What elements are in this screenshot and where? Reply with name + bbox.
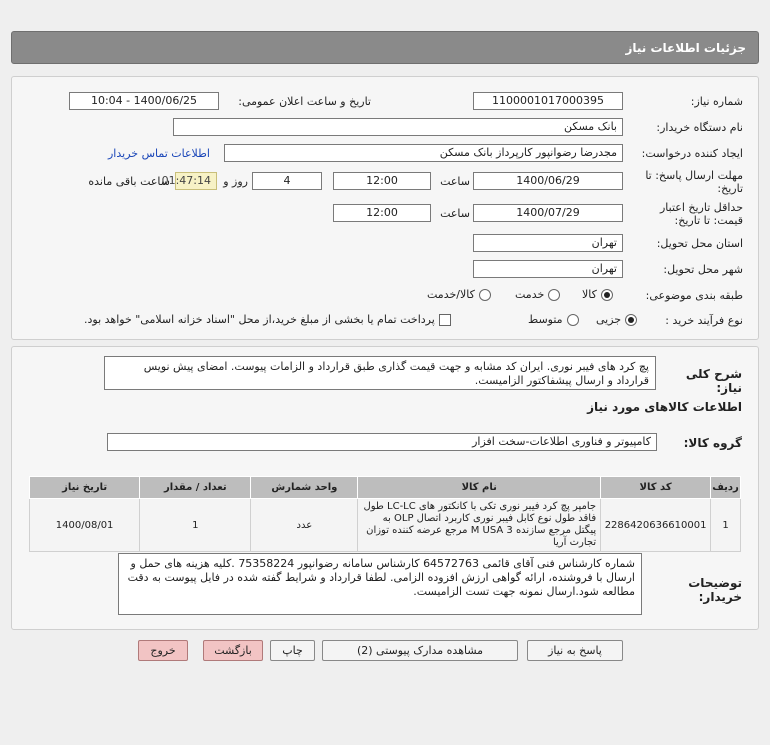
radio-icon[interactable] — [625, 314, 637, 326]
reply-button[interactable]: پاسخ به نیاز — [527, 640, 623, 661]
goods-info-title: اطلاعات کالاهای مورد نیاز — [587, 400, 742, 414]
remaining-label: ساعت باقی مانده — [88, 175, 170, 188]
buyer-notes-label: توضیحات خریدار: — [688, 576, 742, 604]
requester-field: مجدرضا رضوانپور کارپرداز بانک مسکن — [224, 144, 623, 162]
need-number-label: شماره نیاز: — [690, 95, 743, 108]
province-field: تهران — [473, 234, 623, 252]
goods-group-label: گروه کالا: — [683, 436, 742, 450]
items-table-wrap — [29, 476, 741, 552]
process-option-minor[interactable]: جزیی — [596, 313, 637, 326]
city-label: شهر محل تحویل: — [663, 263, 743, 276]
col-unit: واحد شمارش — [251, 477, 358, 499]
category-label: طبقه بندی موضوعی: — [645, 289, 743, 302]
table-row[interactable] — [30, 499, 741, 552]
page-title: جزئیات اطلاعات نیاز — [11, 31, 759, 64]
cell-qty: 1 — [140, 499, 251, 552]
cell-name: جامپر پچ کرد فیبر نوری تکی با کانکتور های LC-LC طول فاقد طول نوع کابل فیبر نوری کاربرد اتصال OLP به پیگتل مرجع سازنده M USA 3 مرجع عرضه کننده توزان تجارت آریا — [358, 499, 601, 552]
province-label: استان محل تحویل: — [656, 237, 743, 250]
summary-text: پچ کرد های فیبر نوری. ایران کد مشابه و جهت قیمت گذاری طبق قرارداد و الزامات پیوست. امضای پیش نویس قرارداد و ارسال پیشفاکتور الزامیست. — [104, 356, 656, 390]
category-option-goods[interactable]: کالا — [582, 288, 613, 301]
validity-label: حداقل تاریخ اعتبار — [659, 201, 743, 214]
cell-row: 1 — [711, 499, 741, 552]
col-code: کد کالا — [601, 477, 711, 499]
validity-date-field: 1400/07/29 — [473, 204, 623, 222]
days-field: 4 — [252, 172, 322, 190]
city-field: تهران — [473, 260, 623, 278]
table-header-row — [30, 477, 741, 499]
category-option-service[interactable]: خدمت — [515, 288, 560, 301]
buyer-org-field: بانک مسکن — [173, 118, 623, 136]
process-label: نوع فرآیند خرید : — [665, 314, 743, 327]
radio-icon[interactable] — [548, 289, 560, 301]
goods-group-field: کامپیوتر و فناوری اطلاعات-سخت افزار — [107, 433, 657, 451]
deadline-label-2: تاریخ: — [717, 182, 743, 195]
validity-time-label: ساعت — [440, 207, 470, 220]
treasury-checkbox[interactable]: پرداخت تمام یا بخشی از مبلغ خرید،از محل "اسناد خزانه اسلامی" خواهد بود. — [84, 313, 451, 326]
cell-date: 1400/08/01 — [30, 499, 140, 552]
deadline-time-label: ساعت — [440, 175, 470, 188]
col-row: ردیف — [711, 477, 741, 499]
checkbox-icon[interactable] — [439, 314, 451, 326]
radio-icon[interactable] — [567, 314, 579, 326]
radio-icon[interactable] — [479, 289, 491, 301]
exit-button[interactable]: خروج — [138, 640, 188, 661]
print-button[interactable]: چاپ — [270, 640, 315, 661]
col-date: تاریخ نیاز — [30, 477, 140, 499]
announce-label: تاریخ و ساعت اعلان عمومی: — [238, 95, 371, 108]
items-table — [29, 476, 741, 552]
process-option-medium[interactable]: متوسط — [528, 313, 579, 326]
summary-label: شرح کلی نیاز: — [685, 367, 742, 395]
category-option-both[interactable]: کالا/خدمت — [427, 288, 491, 301]
requester-label: ایجاد کننده درخواست: — [641, 147, 743, 160]
days-label: روز و — [223, 175, 248, 188]
deadline-time-field: 12:00 — [333, 172, 431, 190]
deadline-date-field: 1400/06/29 — [473, 172, 623, 190]
remaining-time-field: 01:47:14 — [175, 172, 217, 190]
need-number-field: 1100001017000395 — [473, 92, 623, 110]
col-qty: تعداد / مقدار — [140, 477, 251, 499]
buyer-notes-text: شماره کارشناس فنی آقای قائمی 64572763 کارشناس سامانه رضوانپور 75358224 .کلیه هزینه های حمل و ارسال با فروشنده، ارائه گواهی ارزش افزوده الزامی. لطفا قرارداد و شرایط گفته شده در فایل پیوست به دقت مطالعه شود.ارسال نمونه جهت تست الزامیست. — [118, 553, 642, 615]
attachments-button[interactable]: مشاهده مدارک پیوستی (2) — [322, 640, 518, 661]
deadline-label: مهلت ارسال پاسخ: تا — [645, 169, 743, 182]
contact-buyer-link[interactable]: اطلاعات تماس خریدار — [108, 147, 210, 160]
back-button[interactable]: بازگشت — [203, 640, 263, 661]
cell-unit: عدد — [251, 499, 358, 552]
cell-code: 2286420636610001 — [601, 499, 711, 552]
radio-icon[interactable] — [601, 289, 613, 301]
col-name: نام کالا — [358, 477, 601, 499]
buyer-org-label: نام دستگاه خریدار: — [656, 121, 743, 134]
validity-time-field: 12:00 — [333, 204, 431, 222]
announce-field: 1400/06/25 - 10:04 — [69, 92, 219, 110]
validity-label-2: قیمت: تا تاریخ: — [674, 214, 743, 227]
